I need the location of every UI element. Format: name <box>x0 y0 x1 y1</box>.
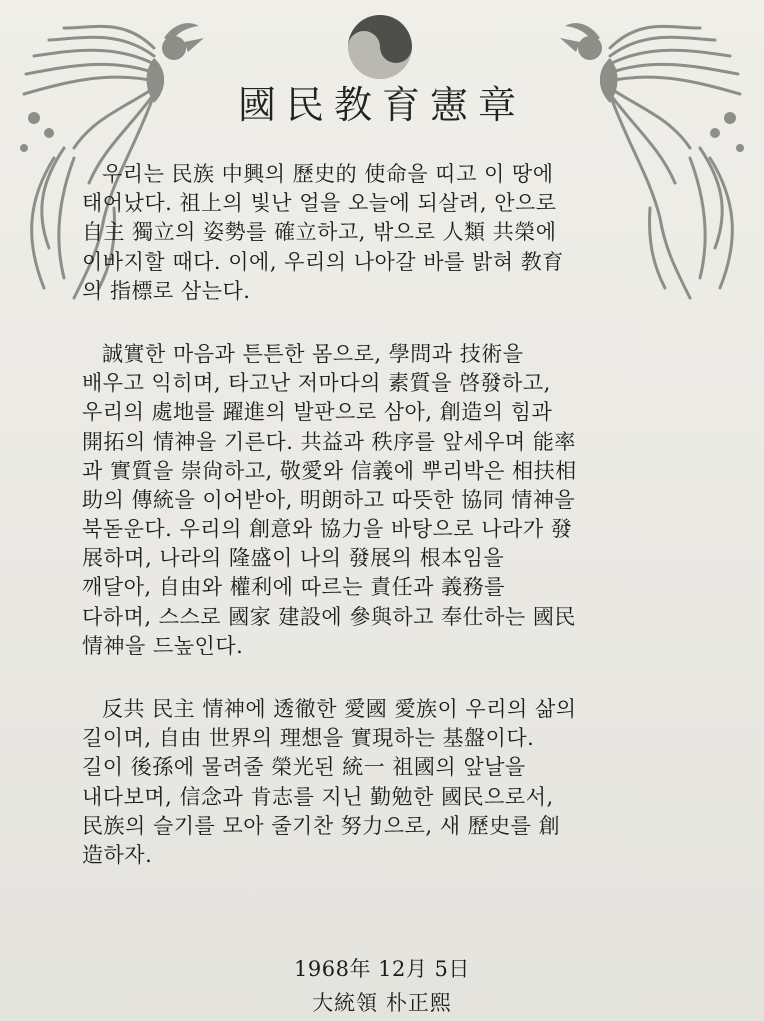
text-line: 내다보며, 信念과 肯志를 지닌 勤勉한 國民으로서, <box>82 784 554 809</box>
paragraph-2 <box>82 340 692 661</box>
text-line: 의 指標로 삼는다. <box>82 278 251 303</box>
text-line: 우리는 民族 中興의 歷史的 使命을 띠고 이 땅에 <box>102 162 554 186</box>
text-line: 깨달아, 自由와 權利에 따르는 責任과 義務를 <box>82 575 505 600</box>
text-line: 과 實質을 崇尙하고, 敬愛와 信義에 뿌리박은 相扶相 <box>82 458 577 483</box>
signer-name: 大統領 朴正熙 <box>312 991 452 1015</box>
charter-body <box>82 160 692 904</box>
text-line: 情神을 드높인다. <box>82 633 244 658</box>
text-line: 북돋운다. 우리의 創意와 協力을 바탕으로 나라가 發 <box>82 517 573 542</box>
text-line: 길이며, 自由 世界의 理想을 實現하는 基盤이다. <box>82 726 535 751</box>
proclamation-date: 1968年 12月 5日 <box>294 957 470 981</box>
text-line: 開拓의 情神을 기른다. 共益과 秩序를 앞세우며 能率 <box>82 429 576 454</box>
text-line: 길이 後孫에 물려줄 榮光된 統一 祖國의 앞날을 <box>82 755 526 780</box>
signature-block <box>0 952 764 1020</box>
paragraph-3 <box>82 695 692 870</box>
text-line: 自主 獨立의 姿勢를 確立하고, 밖으로 人類 共榮에 <box>82 220 557 245</box>
text-line: 이바지할 때다. 이에, 우리의 나아갈 바를 밝혀 教育 <box>82 249 564 274</box>
text-line: 展하며, 나라의 隆盛이 나의 發展의 根本임을 <box>82 546 505 571</box>
text-line: 우리의 處地를 躍進의 발판으로 삼아, 創造의 힘과 <box>82 400 553 425</box>
text-line: 태어났다. 祖上의 빛난 얼을 오늘에 되살려, 안으로 <box>82 191 557 216</box>
text-line: 助의 傳統을 이어받아, 明朗하고 따뜻한 協同 情神을 <box>82 487 576 512</box>
text-line: 다하며, 스스로 國家 建設에 參與하고 奉仕하는 國民 <box>82 604 576 629</box>
text-line: 誠實한 마음과 튼튼한 몸으로, 學問과 技術을 <box>102 341 524 366</box>
charter-title: 國民教育憲章 <box>237 83 526 127</box>
text-line: 造하자. <box>82 842 153 867</box>
paragraph-1 <box>82 160 692 306</box>
text-line: 民族의 슬기를 모아 줄기찬 努力으로, 새 歷史를 創 <box>82 813 561 838</box>
text-line: 反共 民主 情神에 透徹한 愛國 愛族이 우리의 삶의 <box>102 697 577 721</box>
text-line: 배우고 익히며, 타고난 저마다의 素質을 啓發하고, <box>82 371 551 396</box>
taeguk-emblem-icon <box>347 14 413 80</box>
